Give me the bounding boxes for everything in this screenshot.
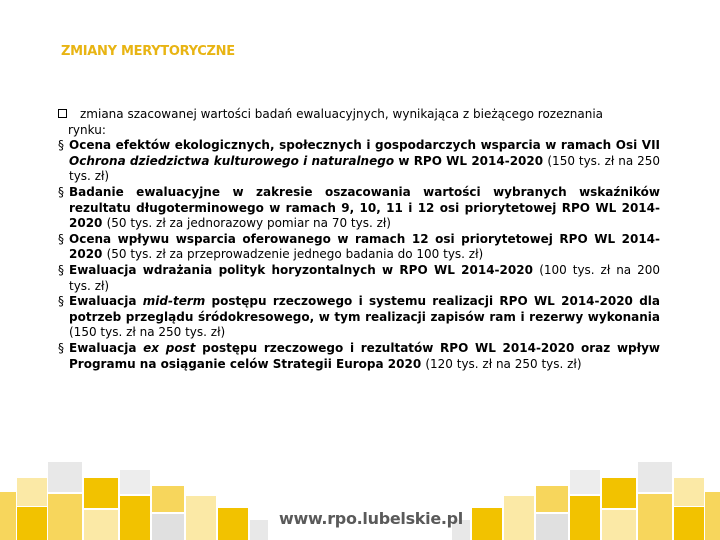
right-logo-shapes <box>452 462 720 540</box>
left-logo-shapes <box>0 462 268 540</box>
section-bullet-icon: § <box>58 262 64 277</box>
bullet-text-segment: (150 tys. zł na 250 tys. zł) <box>69 153 661 184</box>
bullet-text-segment: (150 tys. zł na 250 tys. zł) <box>69 325 226 340</box>
bullet-text-segment: Ocena efektów ekologicznych, społecznych i gospodarczych wsparcia w ramach Osi VII <box>69 138 660 153</box>
bullet-text-segment: Ewaluacja <box>69 340 144 355</box>
section-bullet-icon: § <box>58 231 64 246</box>
bullet-text-segment: Ochrona dziedzictwa kulturowego i naturalnego <box>69 153 395 168</box>
bullet-text-segment: (50 tys. zł za jednorazowy pomiar na 70 tys. zł) <box>106 216 391 231</box>
bullet-text-segment: (50 tys. zł za przeprowadzenie jednego badania do 100 tys. zł) <box>106 247 484 262</box>
bullet-text-segment: ex post <box>143 340 196 355</box>
bullet-text-segment: Badanie ewaluacyjne w zakresie oszacowania wartości wybranych wskaźników rezultatu długoterminowego w ramach 9, 10, 11 i 12 osi priorytetowej RPO WL 2014-2020 <box>69 184 660 231</box>
bullet-text-segment: w RPO WL 2014-2020 <box>394 153 548 168</box>
section-bullet-icon: § <box>58 294 64 309</box>
bullet-text-segment: Ewaluacja <box>69 294 143 309</box>
bullet-text-segment: postępu rzeczowego i systemu realizacji RPO WL 2014-2020 dla potrzeb przeglądu śródokresowego, w tym realizacji zapisów ram i rezerwy wykonania <box>69 294 661 324</box>
bullet-item <box>58 185 660 232</box>
bullet-item <box>58 232 660 263</box>
bullet-item <box>58 294 660 341</box>
footer-website-url: www.rpo.lubelskie.pl <box>279 509 463 528</box>
bullet-text-segment: (120 tys. zł na 250 tys. zł) <box>425 356 582 371</box>
section-bullet-icon: § <box>58 138 64 153</box>
bullet-text-segment: mid-term <box>142 294 206 309</box>
bullet-text-segment: Ocena wpływu wsparcia oferowanego w ramach 12 osi priorytetowej RPO WL 2014-2020 <box>69 231 660 262</box>
bullet-text-segment: (100 tys. zł na 200 tys. zł) <box>69 262 660 293</box>
slide-content <box>58 107 660 372</box>
bullet-text-segment: Ewaluacja wdrażania polityk horyzontalnych w RPO WL 2014-2020 <box>69 262 540 277</box>
intro-text-line1: zmiana szacowanej wartości badań ewaluacyjnych, wynikająca z bieżącego rozeznania <box>80 107 604 121</box>
bullet-list <box>58 138 660 372</box>
checkbox-bullet-icon <box>58 109 67 118</box>
section-bullet-icon: § <box>58 340 64 355</box>
bullet-item <box>58 341 660 372</box>
slide-title: ZMIANY MERYTORYCZNE <box>61 44 235 59</box>
bullet-item <box>58 138 660 185</box>
intro-item <box>58 107 660 138</box>
bullet-item <box>58 263 660 294</box>
bullet-text-segment: postępu rzeczowego i rezultatów RPO WL 2014-2020 oraz wpływ Programu na osiąganie celów Strategii Europa 2020 <box>69 340 660 371</box>
section-bullet-icon: § <box>58 184 64 199</box>
intro-text-line2: rynku: <box>68 122 106 137</box>
